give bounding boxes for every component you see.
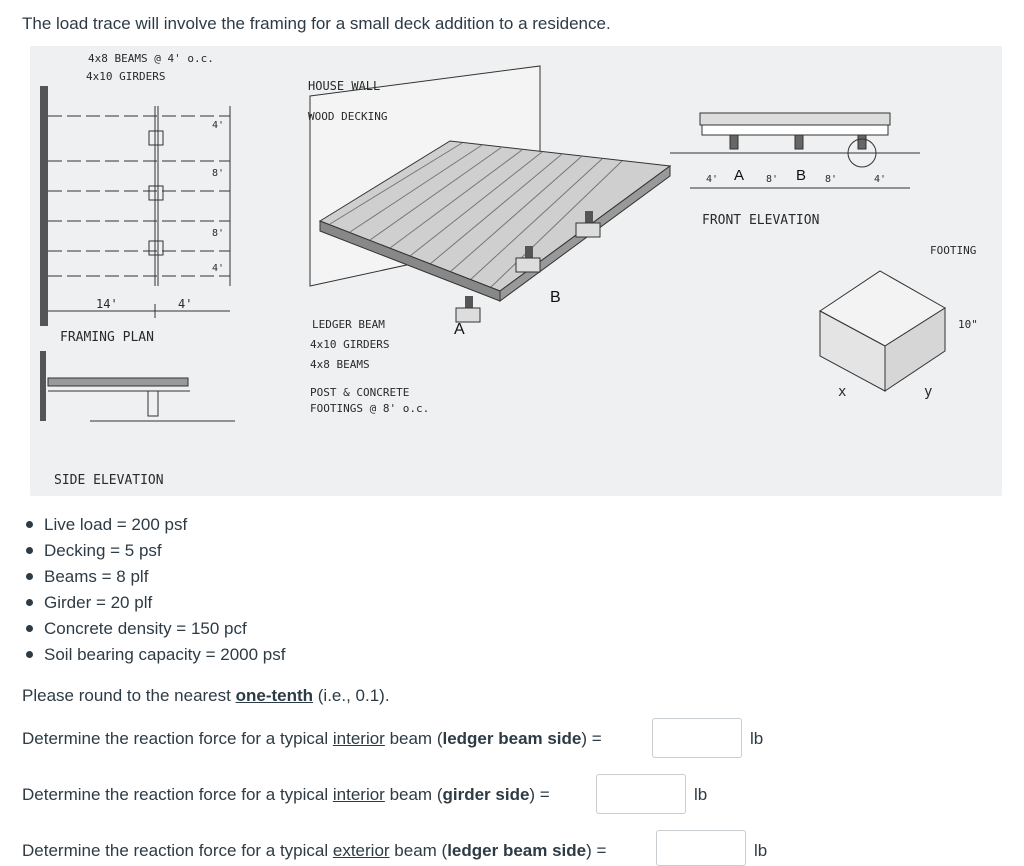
beams-label: 4x8 BEAMS xyxy=(310,358,370,371)
unit-3: lb xyxy=(754,841,768,860)
marker-a: A xyxy=(454,321,465,338)
framing-plan-title: FRAMING PLAN xyxy=(60,330,154,345)
posts-label-2: FOOTINGS @ 8' o.c. xyxy=(310,402,430,415)
answer-input-2[interactable] xyxy=(596,774,686,814)
plan-dim-right-3: 8' xyxy=(212,228,225,239)
isometric-deck-drawing xyxy=(310,66,670,322)
list-item: Live load = 200 psf xyxy=(22,512,285,538)
framing-plan xyxy=(40,86,230,326)
plan-dim-4: 4' xyxy=(178,297,193,311)
marker-b: B xyxy=(550,289,561,306)
list-item: Concrete density = 150 pcf xyxy=(22,616,285,642)
question-3: Determine the reaction force for a typical exterior beam (ledger beam side) = xyxy=(22,841,607,860)
deck-drawing xyxy=(30,46,1002,496)
deck-framing-figure xyxy=(30,46,1002,496)
list-item: Girder = 20 plf xyxy=(22,590,285,616)
front-dim-3: 8' xyxy=(825,174,838,185)
plan-dim-right-4: 4' xyxy=(212,263,225,274)
intro-text: The load trace will involve the framing for a small deck addition to a residence. xyxy=(22,14,611,33)
question-2: Determine the reaction force for a typical interior beam (girder side) = xyxy=(22,785,550,804)
posts-label-1: POST & CONCRETE xyxy=(310,386,410,399)
footing-title: FOOTING xyxy=(930,244,977,257)
unit-1: lb xyxy=(750,729,764,748)
list-item: Decking = 5 psf xyxy=(22,538,285,564)
list-item: Beams = 8 plf xyxy=(22,564,285,590)
plan-beams-note: 4x8 BEAMS @ 4' o.c. xyxy=(88,52,214,65)
unit-2: lb xyxy=(694,785,708,804)
ledger-beam-label: LEDGER BEAM xyxy=(312,318,385,331)
footing-drawing xyxy=(820,271,945,391)
rounding-note: Please round to the nearest one-tenth (i.e., 0.1). xyxy=(22,686,390,705)
front-dim-2: 8' xyxy=(766,174,779,185)
plan-dim-right-1: 4' xyxy=(212,120,225,131)
side-elevation-drawing xyxy=(40,351,235,421)
plan-dim-14: 14' xyxy=(96,297,118,311)
wood-decking-label: WOOD DECKING xyxy=(308,110,388,123)
given-values-list xyxy=(22,512,285,668)
girders-label: 4x10 GIRDERS xyxy=(310,338,390,351)
footing-y: y xyxy=(924,384,933,400)
front-dim-1: 4' xyxy=(706,174,719,185)
front-marker-a: A xyxy=(734,167,745,184)
footing-height: 10" xyxy=(958,318,978,331)
answer-input-3[interactable] xyxy=(656,830,746,866)
plan-girders-note: 4x10 GIRDERS xyxy=(86,70,166,83)
rounding-emphasis: one-tenth xyxy=(235,686,314,705)
list-item: Soil bearing capacity = 2000 psf xyxy=(22,642,285,668)
front-marker-b: B xyxy=(796,167,807,184)
plan-dim-right-2: 8' xyxy=(212,168,225,179)
answer-input-1[interactable] xyxy=(652,718,742,758)
front-dim-4: 4' xyxy=(874,174,887,185)
question-1: Determine the reaction force for a typical interior beam (ledger beam side) = xyxy=(22,729,602,748)
house-wall-label: HOUSE WALL xyxy=(308,79,381,93)
footing-x: x xyxy=(838,384,847,400)
front-elevation-title: FRONT ELEVATION xyxy=(702,213,820,228)
side-elevation-title: SIDE ELEVATION xyxy=(54,473,164,488)
